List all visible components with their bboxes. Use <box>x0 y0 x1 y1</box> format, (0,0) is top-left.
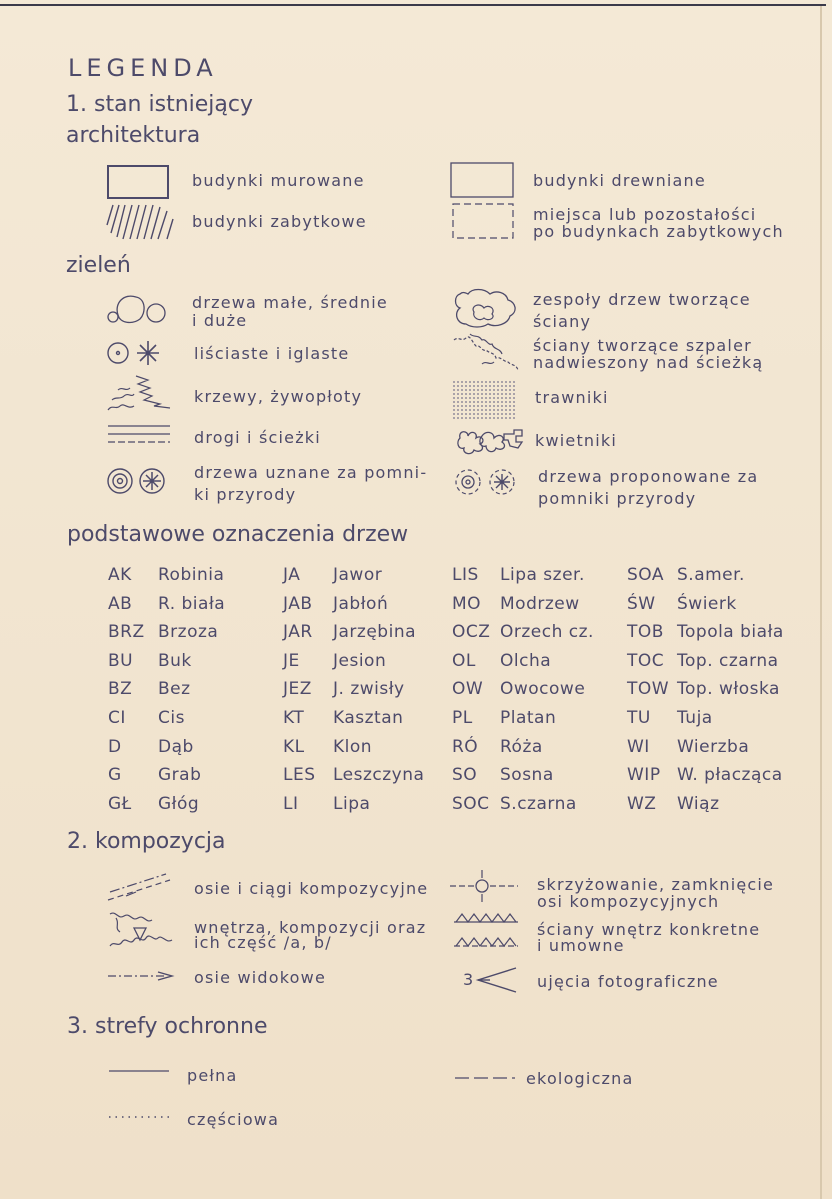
tree-name: Dąb <box>158 736 194 757</box>
tree-code: ŚW <box>627 593 656 614</box>
tree-name: Top. włoska <box>677 679 780 700</box>
tree-name: Jawor <box>333 565 383 585</box>
item-ekologiczna: ekologiczna <box>526 1069 634 1088</box>
tree-code: TOC <box>627 650 665 671</box>
tree-code: OL <box>452 650 476 671</box>
tree-code: CI <box>108 708 126 728</box>
tree-name: Bez <box>158 679 191 700</box>
item-po-budynkach: po budynkach zabytkowych <box>533 222 784 241</box>
item-drzewa-proponowane: drzewa proponowane za <box>538 467 759 486</box>
shrubs-hedges-icon <box>104 370 176 416</box>
item-budynki-murowane: budynki murowane <box>192 171 365 190</box>
tree-code: JAR <box>283 622 313 643</box>
tree-name: Topola biała <box>677 622 784 643</box>
tree-code: OCZ <box>452 622 491 643</box>
tree-code: AB <box>108 593 133 614</box>
item-budynki-drewniane: budynki drewniane <box>533 171 706 190</box>
item-ich-czesc: ich część /a, b/ <box>194 933 332 952</box>
item-krzewy: krzewy, żywopłoty <box>194 387 363 406</box>
wooden-building-icon <box>450 162 514 198</box>
interiors-icon <box>106 910 178 950</box>
tree-name: Lipa <box>333 793 371 814</box>
tree-name: Jesion <box>333 650 387 671</box>
tree-code: LES <box>283 765 316 786</box>
deciduous-coniferous-icon <box>106 337 172 367</box>
tree-code: JE <box>283 650 300 671</box>
tree-name: J. zwisły <box>333 679 405 700</box>
tree-name: R. biała <box>158 593 226 614</box>
tree-code: BU <box>108 650 134 671</box>
axis-crossing-icon <box>448 868 520 904</box>
tree-code: JA <box>283 565 301 585</box>
item-wnetrza: wnętrza, kompozycji oraz <box>194 918 427 937</box>
tree-name: Cis <box>158 708 185 728</box>
tree-code: KT <box>283 708 305 728</box>
zielen-title: zieleń <box>66 253 131 278</box>
tree-name: S.czarna <box>500 793 577 814</box>
tree-sizes-icon <box>106 287 172 327</box>
tree-name: Grab <box>158 765 202 786</box>
tree-group-wall-icon <box>452 288 520 330</box>
flower-beds-icon <box>456 428 528 454</box>
tree-name: Buk <box>158 650 192 671</box>
item-lisciaste-iglaste: liściaste i iglaste <box>194 344 350 363</box>
photo-number: 3 <box>463 970 474 989</box>
item-i-umowne: i umowne <box>537 936 625 955</box>
tree-code: LIS <box>452 565 479 585</box>
item-pelna: pełna <box>187 1066 238 1085</box>
tree-name: Sosna <box>500 765 554 786</box>
hanging-alley-icon <box>452 332 524 376</box>
tree-name: Tuja <box>677 708 713 728</box>
tree-name: Modrzew <box>500 593 580 614</box>
item-ujecia-fotograficzne: ujęcia fotograficzne <box>537 972 719 991</box>
historic-remains-icon <box>451 200 515 242</box>
tree-code: G <box>108 765 122 786</box>
tree-name: Jarzębina <box>333 622 417 643</box>
item-zespoly-drzew: zespoły drzew tworzące <box>533 290 751 309</box>
tree-name: Lipa szer. <box>500 565 585 585</box>
tree-code: SOA <box>627 565 665 585</box>
tree-name: W. płacząca <box>677 765 783 786</box>
section-3-title: 3. strefy ochronne <box>67 1014 268 1039</box>
item-kwietniki: kwietniki <box>535 431 618 450</box>
item-drzewa-uznane: drzewa uznane za pomni- <box>194 463 428 482</box>
lawn-texture-icon <box>452 380 516 420</box>
tree-code: BRZ <box>108 622 145 643</box>
tree-name: Owocowe <box>500 679 586 700</box>
right-border <box>820 6 822 1199</box>
tree-code: AK <box>108 565 132 585</box>
tree-name: Jabłoń <box>333 593 389 614</box>
tree-name: Platan <box>500 708 557 728</box>
tree-code: SO <box>452 765 478 786</box>
brick-building-icon <box>107 165 169 199</box>
item-sciany-szpaler: ściany tworzące szpaler <box>533 336 752 355</box>
tree-code: MO <box>452 593 482 614</box>
item-pomniki-przyrody: pomniki przyrody <box>538 489 697 508</box>
interior-walls-icon <box>452 912 522 950</box>
tree-code: KL <box>283 736 305 757</box>
full-zone-line-icon <box>108 1068 170 1074</box>
proposed-monument-icon <box>452 466 524 498</box>
item-osi-kompozycyjnych: osi kompozycyjnych <box>537 892 720 911</box>
tree-name: Brzoza <box>158 622 219 643</box>
tree-code: SOC <box>452 793 490 814</box>
view-axes-icon <box>106 966 178 986</box>
top-border <box>0 4 826 6</box>
item-osie-widokowe: osie widokowe <box>194 968 326 987</box>
tree-name: Wierzba <box>677 736 750 757</box>
section-2-title: 2. kompozycja <box>67 829 226 854</box>
natural-monument-icon <box>106 466 176 496</box>
tree-code: PL <box>452 708 473 728</box>
tree-code: WIP <box>627 765 661 786</box>
item-osie-ciagi: osie i ciągi kompozycyjne <box>194 879 429 898</box>
item-trawniki: trawniki <box>535 388 609 407</box>
tree-name: Świerk <box>677 593 737 614</box>
item-sciany-wnetrz: ściany wnętrz konkretne <box>537 920 761 939</box>
item-ki-przyrody: ki przyrody <box>194 485 297 504</box>
tree-name: Leszczyna <box>333 765 425 786</box>
item-i-duze: i duże <box>192 311 248 330</box>
architektura-title: architektura <box>66 123 201 148</box>
tree-name: Olcha <box>500 650 552 671</box>
tree-code: OW <box>452 679 484 700</box>
item-nadwieszony: nadwieszony nad ścieżką <box>533 353 764 372</box>
item-miejsca-pozostalosci: miejsca lub pozostałości <box>533 205 757 224</box>
tree-code: TOW <box>627 679 670 700</box>
tree-codes-title: podstawowe oznaczenia drzew <box>67 522 409 547</box>
tree-code: LI <box>283 793 299 814</box>
composition-axes-icon <box>106 870 178 904</box>
item-budynki-zabytkowe: budynki zabytkowe <box>192 212 367 231</box>
tree-code: GŁ <box>108 793 132 814</box>
item-sciany: ściany <box>533 312 592 331</box>
partial-zone-line-icon <box>108 1114 170 1120</box>
historic-building-hatch-icon <box>105 203 177 243</box>
tree-name: Top. czarna <box>677 650 779 671</box>
tree-code: D <box>108 736 122 757</box>
item-czesciowa: częściowa <box>187 1110 280 1129</box>
tree-name: Wiąz <box>677 793 720 814</box>
tree-code: BZ <box>108 679 133 700</box>
photo-view-icon <box>474 966 520 994</box>
tree-code: RÓ <box>452 736 479 757</box>
ecological-zone-line-icon <box>454 1075 516 1081</box>
tree-code: TU <box>627 708 651 728</box>
item-skrzyzowanie: skrzyżowanie, zamknięcie <box>537 875 775 894</box>
tree-code: TOB <box>627 622 664 643</box>
tree-name: Kasztan <box>333 708 404 728</box>
tree-name: Robinia <box>158 565 225 585</box>
section-1-title: 1. stan istniejący <box>66 92 253 117</box>
tree-name: S.amer. <box>677 565 745 585</box>
tree-name: Głóg <box>158 793 200 814</box>
item-drzewa-male: drzewa małe, średnie <box>192 293 388 312</box>
tree-code: WZ <box>627 793 657 814</box>
legend-title: LEGENDA <box>68 54 218 82</box>
tree-name: Orzech cz. <box>500 622 594 643</box>
tree-code: JAB <box>283 593 313 614</box>
roads-paths-icon <box>106 424 172 446</box>
tree-name: Klon <box>333 736 373 757</box>
tree-code: WI <box>627 736 650 757</box>
tree-code: JEZ <box>283 679 312 700</box>
item-drogi-sciezki: drogi i ścieżki <box>194 428 321 447</box>
tree-name: Róża <box>500 736 543 757</box>
